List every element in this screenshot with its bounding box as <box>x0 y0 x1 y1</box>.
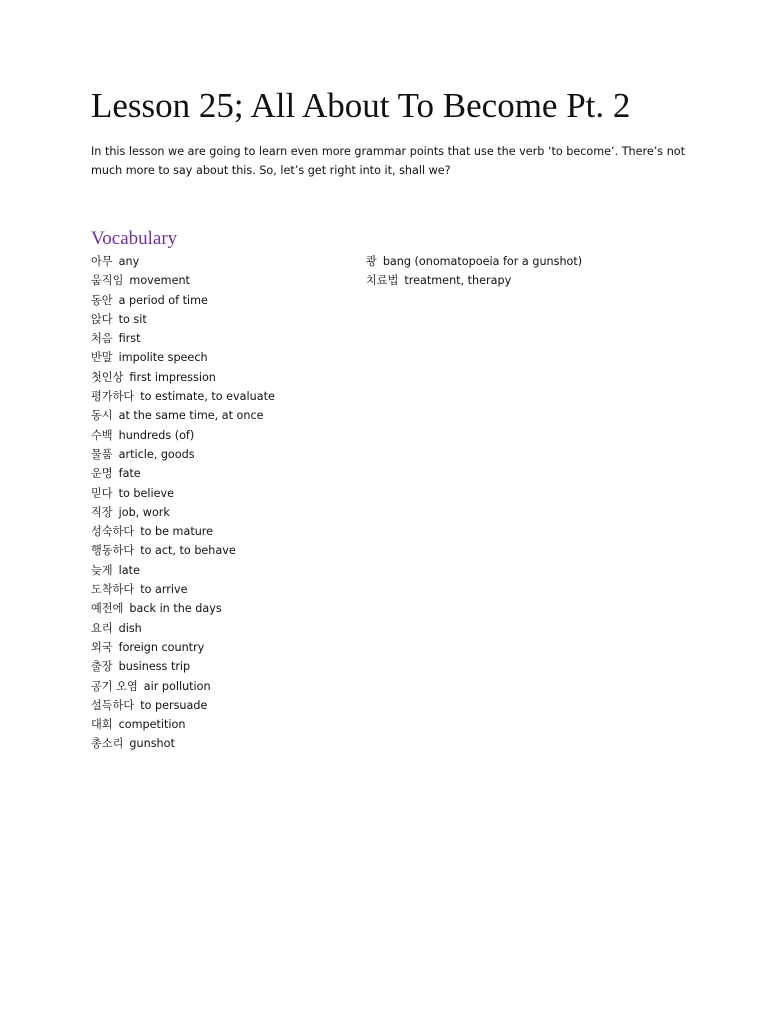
vocab-korean: 앉다 <box>91 312 113 326</box>
vocab-item <box>91 715 361 734</box>
vocab-english: any <box>118 255 140 268</box>
vocab-korean: 외국 <box>91 640 113 654</box>
vocab-item <box>91 696 361 715</box>
vocab-korean: 설득하다 <box>91 698 135 712</box>
vocab-english: dish <box>118 621 142 635</box>
vocab-korean: 쾅 <box>366 255 377 268</box>
vocab-english: impolite speech <box>118 351 208 365</box>
lesson-title: Lesson 25; All About To Become Pt. 2 <box>91 86 631 125</box>
vocab-english: business trip <box>118 660 191 674</box>
vocab-korean: 처음 <box>91 332 113 346</box>
vocab-korean: 수백 <box>91 428 113 442</box>
vocab-item <box>91 599 361 618</box>
vocab-korean: 평가하다 <box>91 390 135 404</box>
vocab-korean: 직장 <box>91 505 113 519</box>
vocab-english: treatment, therapy <box>404 274 512 288</box>
vocab-english: hundreds (of) <box>118 428 195 442</box>
vocab-english: a period of time <box>118 293 208 307</box>
intro-paragraph: In this lesson we are going to learn even more grammar points that use the verb ‘to become’. There’s not much more to say about this. So, let’s get right into it, shall we? <box>91 145 686 177</box>
vocab-korean: 물품 <box>91 447 113 461</box>
vocab-english: to act, to behave <box>140 544 236 558</box>
vocab-item <box>91 657 361 676</box>
vocab-item <box>91 348 361 367</box>
vocab-item <box>91 638 361 657</box>
vocab-english: to sit <box>118 312 147 326</box>
vocab-english: late <box>118 563 140 577</box>
vocab-korean: 첫인상 <box>91 370 124 384</box>
vocab-item <box>91 271 361 290</box>
vocab-english: bang (onomatopoeia for a gunshot) <box>382 255 583 268</box>
vocab-korean: 운명 <box>91 467 113 481</box>
vocab-english: gunshot <box>129 737 175 751</box>
vocab-item <box>91 503 361 522</box>
vocab-english: job, work <box>118 505 170 519</box>
vocab-english: foreign country <box>118 640 205 654</box>
vocab-item <box>91 310 361 329</box>
vocab-item <box>91 484 361 503</box>
vocab-item <box>91 522 361 541</box>
vocab-korean: 도착하다 <box>91 583 135 597</box>
vocab-korean: 아무 <box>91 255 113 268</box>
vocab-item <box>91 387 361 406</box>
vocab-item <box>91 329 361 348</box>
vocab-korean: 총소리 <box>91 737 124 751</box>
vocab-english: to believe <box>118 486 174 500</box>
vocab-english: air pollution <box>143 679 211 693</box>
vocab-item <box>91 541 361 560</box>
vocab-korean: 동시 <box>91 409 113 423</box>
vocab-item <box>91 445 361 464</box>
vocab-english: at the same time, at once <box>118 409 264 423</box>
vocab-item <box>91 580 361 599</box>
vocab-english: competition <box>118 718 186 732</box>
vocab-item <box>91 426 361 445</box>
vocab-english: back in the days <box>129 602 222 616</box>
vocab-item <box>366 271 666 290</box>
vocab-english: first <box>118 332 141 346</box>
vocab-english: first impression <box>129 370 216 384</box>
vocab-english: to be mature <box>140 525 214 539</box>
vocab-item <box>91 368 361 387</box>
vocab-korean: 성숙하다 <box>91 525 135 539</box>
vocab-item <box>91 561 361 580</box>
vocab-korean: 늦게 <box>91 563 113 577</box>
vocabulary-list-left <box>91 252 361 754</box>
vocab-english: to arrive <box>140 583 188 597</box>
vocab-item <box>91 619 361 638</box>
vocab-korean: 요리 <box>91 621 113 635</box>
vocab-korean: 예전에 <box>91 602 124 616</box>
vocab-item <box>91 406 361 425</box>
vocab-item <box>366 252 666 271</box>
vocab-korean: 대회 <box>91 718 113 732</box>
vocab-english: to estimate, to evaluate <box>140 390 275 404</box>
vocab-korean: 치료법 <box>366 274 399 288</box>
vocab-english: article, goods <box>118 447 195 461</box>
vocab-korean: 공기 오염 <box>91 679 138 693</box>
vocab-english: movement <box>129 274 190 288</box>
vocab-english: fate <box>118 467 141 481</box>
vocab-korean: 출장 <box>91 660 113 674</box>
vocab-korean: 움직임 <box>91 274 124 288</box>
vocab-item <box>91 464 361 483</box>
vocab-english: to persuade <box>140 698 208 712</box>
vocabulary-heading: Vocabulary <box>91 228 178 249</box>
vocab-item <box>91 291 361 310</box>
vocab-item <box>91 252 361 271</box>
vocab-korean: 믿다 <box>91 486 113 500</box>
vocab-item <box>91 677 361 696</box>
vocab-korean: 동안 <box>91 293 113 307</box>
vocab-item <box>91 734 361 753</box>
vocab-korean: 행동하다 <box>91 544 135 558</box>
vocab-korean: 반말 <box>91 351 113 365</box>
vocabulary-list-right <box>366 252 666 291</box>
